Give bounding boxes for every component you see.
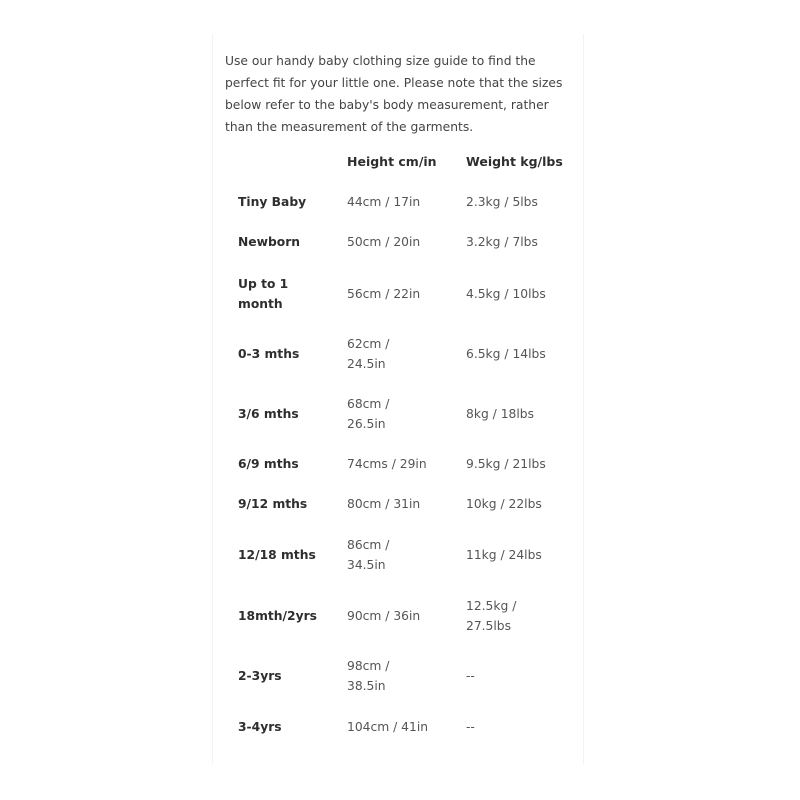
weight-cell: 3.2kg / 7lbs bbox=[466, 235, 538, 249]
size-cell: Tiny Baby bbox=[238, 195, 307, 209]
weight-cell: 2.3kg / 5lbs bbox=[466, 195, 538, 209]
weight-cell: 10kg / 22lbs bbox=[466, 497, 542, 511]
weight-cell: -- bbox=[466, 669, 475, 683]
height-cell: 68cm / 26.5in bbox=[347, 397, 390, 431]
size-cell: 2-3yrs bbox=[238, 669, 282, 683]
weight-cell: 12.5kg / 27.5lbs bbox=[466, 599, 517, 633]
height-cell: 44cm / 17in bbox=[347, 195, 421, 209]
height-cell: 80cm / 31in bbox=[347, 497, 421, 511]
column-header-height: Height cm/in bbox=[347, 154, 437, 169]
column-header-weight: Weight kg/lbs bbox=[466, 154, 563, 169]
weight-cell: 9.5kg / 21lbs bbox=[466, 457, 546, 471]
weight-cell: 11kg / 24lbs bbox=[466, 548, 542, 562]
height-cell: 90cm / 36in bbox=[347, 609, 421, 623]
weight-cell: 4.5kg / 10lbs bbox=[466, 287, 546, 301]
size-cell: 18mth/2yrs bbox=[238, 609, 318, 623]
size-guide-intro: Use our handy baby clothing size guide to find the perfect fit for your little one. Please note that the sizes below refer to the baby's body measurement, rather than the measurement of the garments. bbox=[225, 54, 563, 134]
height-cell: 98cm / 38.5in bbox=[347, 659, 390, 693]
height-cell: 62cm / 24.5in bbox=[347, 337, 390, 371]
weight-cell: -- bbox=[466, 720, 475, 734]
weight-cell: 6.5kg / 14lbs bbox=[466, 347, 546, 361]
height-cell: 50cm / 20in bbox=[347, 235, 421, 249]
size-cell: 12/18 mths bbox=[238, 548, 316, 562]
height-cell: 86cm / 34.5in bbox=[347, 538, 390, 572]
height-cell: 74cms / 29in bbox=[347, 457, 427, 471]
size-cell: 3/6 mths bbox=[238, 407, 299, 421]
size-cell: 9/12 mths bbox=[238, 497, 308, 511]
size-cell: 3-4yrs bbox=[238, 720, 282, 734]
height-cell: 56cm / 22in bbox=[347, 287, 421, 301]
size-cell: 6/9 mths bbox=[238, 457, 299, 471]
height-cell: 104cm / 41in bbox=[347, 720, 429, 734]
weight-cell: 8kg / 18lbs bbox=[466, 407, 534, 421]
size-cell: 0-3 mths bbox=[238, 347, 300, 361]
size-cell: Newborn bbox=[238, 235, 301, 249]
size-cell: Up to 1 month bbox=[238, 277, 289, 311]
